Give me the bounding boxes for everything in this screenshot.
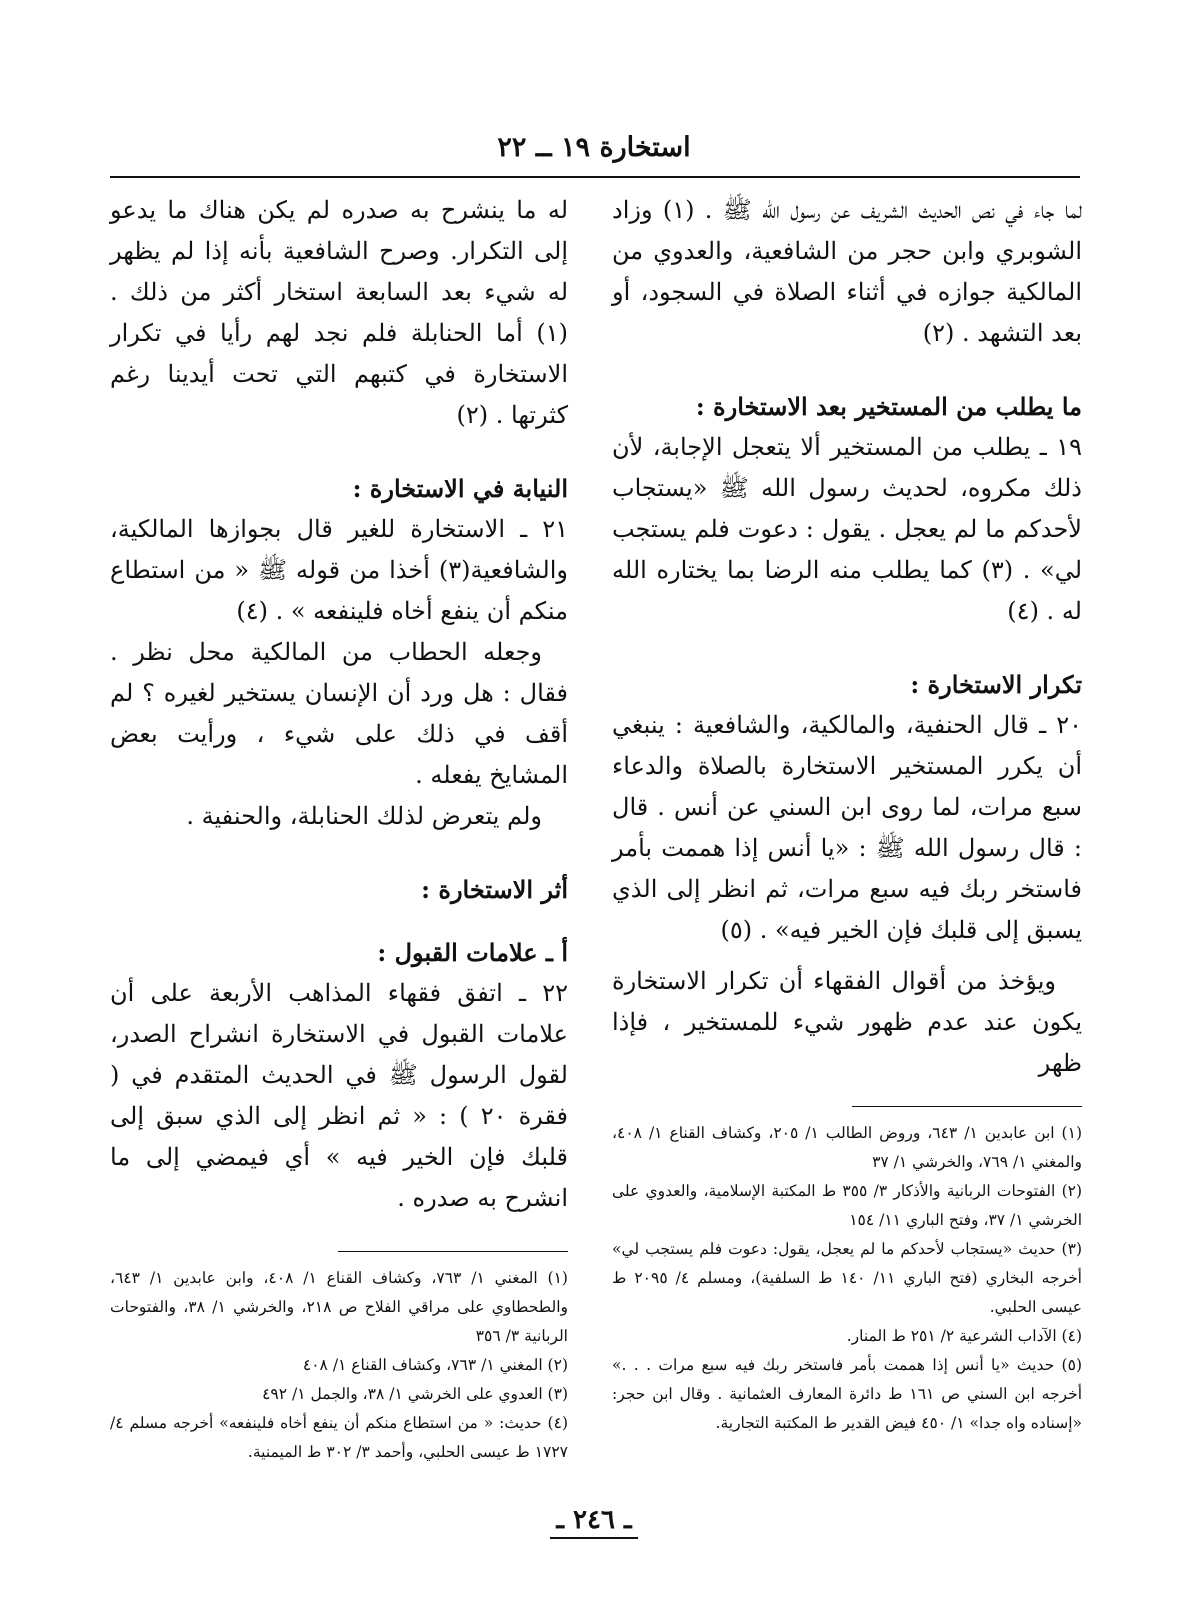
paragraph: لما جاء في نص الحديث الشريف عن رسول الله ﷺ . (١) وزاد الشوبري وابن حجر من الشافعية، والعدوي من المالكية جوازه في أثناء الصلاة في السجود، أو بعد التشهد . (٢)	[612, 196, 1083, 347]
footnote: (٤) الآداب الشرعية ٢/ ٢٥١ ط المنار.	[846, 1327, 1082, 1345]
paragraph: ولم يتعرض لذلك الحنابلة، والحنفية .	[186, 802, 542, 830]
left-column	[110, 190, 568, 1467]
paragraph: ٢٠ ـ قال الحنفية، والمالكية، والشافعية : ينبغي أن يكرر المستخير الاستخارة بالصلاة والدعاء سبع مرات، لما روى ابن السني عن أنس . قال : قال رسول الله ﷺ : «يا أنس إذا هممت بأمر فاستخر ربك فيه سبع مرات، ثم انظر إلى الذي يسبق إلى قلبك فإن الخير فيه» . (٥)	[612, 711, 1082, 944]
paragraph: ٢٢ ـ اتفق فقهاء المذاهب الأربعة على أن علامات القبول في الاستخارة انشراح الصدر، لقول الرسول ﷺ في الحديث المتقدم في ( فقرة ٢٠ ) : « ثم انظر إلى الذي سبق إلى قلبك فإن الخير فيه » أي فيمضي إلى ما انشرح به صدره .	[110, 979, 569, 1212]
footnote: (٢) الفتوحات الربانية والأذكار ٣/ ٣٥٥ ط المكتبة الإسلامية، والعدوي على الخرشي ١/ ٣٧، وفتح الباري ١١/ ١٥٤	[612, 1182, 1083, 1229]
footnote: (١) ابن عابدين ١/ ٦٤٣، وروض الطالب ١/ ٢٠٥، وكشاف القناع ١/ ٤٠٨، والمغني ١/ ٧٦٩، والخرشي ١/ ٣٧	[612, 1124, 1082, 1171]
paragraph: ٢١ ـ الاستخارة للغير قال بجوازها المالكية، والشافعية(٣) أخذا من قوله ﷺ « من استطاع منكم أن ينفع أخاه فلينفعه » . (٤)	[110, 515, 568, 625]
footnote: (٥) حديث «يا أنس إذا هممت بأمر فاستخر ربك فيه سبع مرات . . .» أخرجه ابن السني ص ١٦١ ط دائرة المعارف العثمانية . وقال ابن حجر: «إسناده واه جدا» ١/ ٤٥٠ فيض القدير ط المكتبة التجارية.	[612, 1356, 1082, 1432]
footnote: (٣) العدوي على الخرشي ١/ ٣٨، والجمل ١/ ٤٩٢	[262, 1385, 568, 1403]
section-heading: ما يطلب من المستخير بعد الاستخارة :	[695, 392, 1082, 421]
footnotes	[110, 1264, 568, 1467]
section-heading: أثر الاستخارة :	[421, 875, 568, 904]
section-heading: النيابة في الاستخارة :	[352, 474, 568, 503]
paragraph: له ما ينشرح به صدره لم يكن هناك ما يدعو إلى التكرار. وصرح الشافعية بأنه إذا لم يظهر له شيء بعد السابعة استخار أكثر من ذلك . (١) أما الحنابلة فلم نجد لهم رأيا في تكرار الاستخارة في كتبهم التي تحت أيدينا رغم كثرتها . (٢)	[110, 196, 568, 429]
page-number-text: ـ ٢٤٦ ـ	[550, 1505, 637, 1539]
footnote: (١) المغني ١/ ٧٦٣، وكشاف القناع ١/ ٤٠٨، وابن عابدين ١/ ٦٤٣، والطحطاوي على مراقي الفلاح ص ٢١٨، والخرشي ١/ ٣٨، والفتوحات الربانية ٣/ ٣٥٦	[110, 1269, 568, 1345]
footnote-rule	[338, 1251, 568, 1252]
header-rule	[110, 176, 1080, 178]
paragraph: ويؤخذ من أقوال الفقهاء أن تكرار الاستخارة يكون عند عدم ظهور شيء للمستخير ، فإذا ظهر	[612, 967, 1082, 1077]
footnote: (٢) المغني ١/ ٧٦٣، وكشاف القناع ١/ ٤٠٨	[302, 1356, 568, 1374]
footnote: (٤) حديث: « من استطاع منكم أن ينفع أخاه فلينفعه» أخرجه مسلم ٤/ ١٧٢٧ ط عيسى الحلبي، وأحمد ٣/ ٣٠٢ ط الميمنية.	[110, 1414, 568, 1461]
footnote-rule	[852, 1106, 1082, 1107]
paragraph: وجعله الحطاب من المالكية محل نظر . فقال : هل ورد أن الإنسان يستخير لغيره ؟ لم أقف في ذلك على شيء ، ورأيت بعض المشايخ يفعله .	[110, 638, 568, 789]
footnotes	[612, 1119, 1082, 1438]
subsection-heading: أ ـ علامات القبول :	[377, 938, 568, 967]
header-title: استخارة ١٩ ــ ٢٢	[497, 132, 691, 163]
running-header	[0, 132, 1188, 163]
page-number	[0, 1505, 1188, 1535]
section-heading: تكرار الاستخارة :	[910, 670, 1082, 699]
footnote: (٣) حديث «يستجاب لأحدكم ما لم يعجل، يقول: دعوت فلم يستجب لي» أخرجه البخاري (فتح الباري ١١/ ١٤٠ ط السلفية)، ومسلم ٤/ ٢٠٩٥ ط عيسى الحلبي.	[612, 1240, 1082, 1316]
paragraph: ١٩ ـ يطلب من المستخير ألا يتعجل الإجابة، لأن ذلك مكروه، لحديث رسول الله ﷺ «يستجاب لأحدكم ما لم يعجل . يقول : دعوت فلم يستجب لي» . (٣) كما يطلب منه الرضا بما يختاره الله له . (٤)	[612, 433, 1083, 625]
right-column	[612, 190, 1082, 1438]
